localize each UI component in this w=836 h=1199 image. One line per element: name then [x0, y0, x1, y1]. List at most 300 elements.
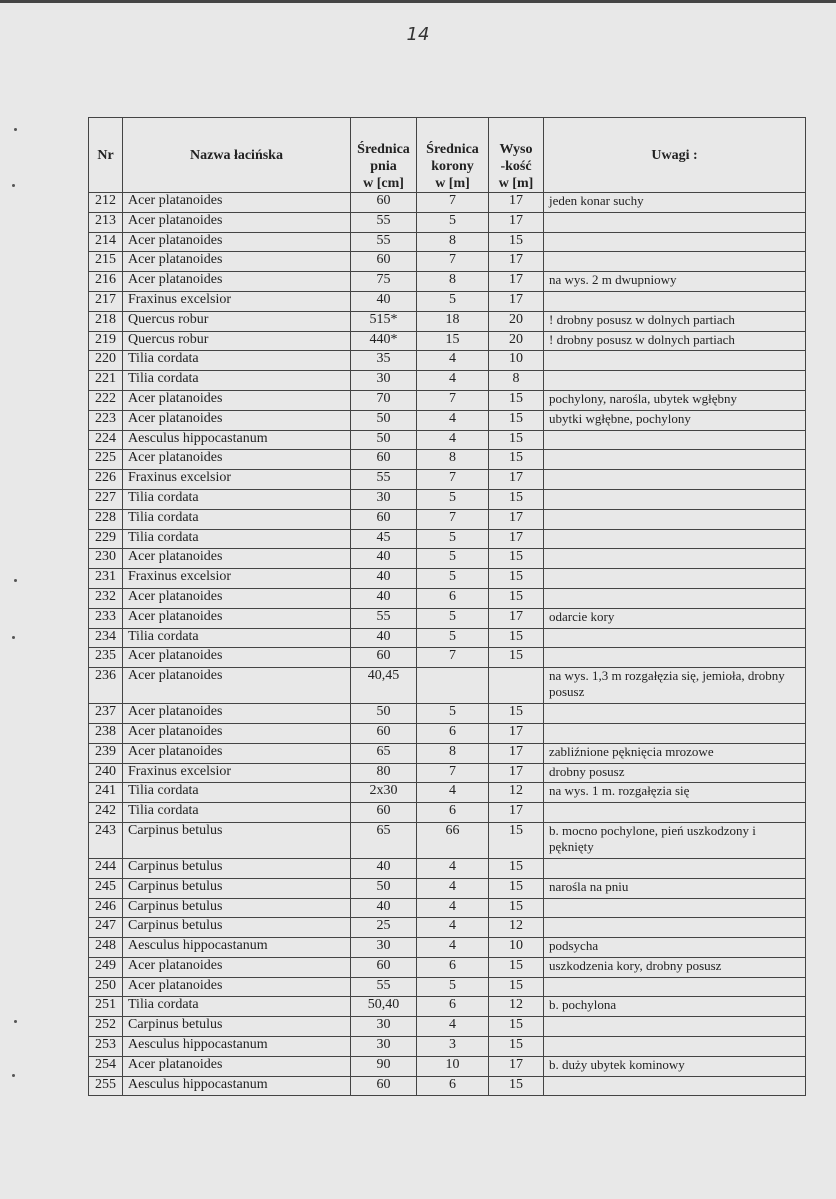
- row-height: 15: [489, 1037, 544, 1057]
- row-latin-name: Acer platanoides: [123, 743, 351, 763]
- table-row: [89, 608, 806, 628]
- row-notes: ubytki wgłębne, pochylony: [544, 410, 806, 430]
- row-crown-diameter: 8: [417, 272, 489, 292]
- row-nr: 229: [89, 529, 123, 549]
- row-notes: [544, 1076, 806, 1096]
- row-trunk-diameter: 60: [351, 648, 417, 668]
- table-row: [89, 569, 806, 589]
- row-nr: 251: [89, 997, 123, 1017]
- table-row: [89, 272, 806, 292]
- row-crown-diameter: 8: [417, 450, 489, 470]
- row-latin-name: Carpinus betulus: [123, 822, 351, 858]
- row-height: 17: [489, 763, 544, 783]
- row-nr: 247: [89, 918, 123, 938]
- row-crown-diameter: 7: [417, 509, 489, 529]
- row-trunk-diameter: 60: [351, 957, 417, 977]
- row-trunk-diameter: 55: [351, 470, 417, 490]
- row-trunk-diameter: 50: [351, 430, 417, 450]
- row-latin-name: Acer platanoides: [123, 232, 351, 252]
- row-nr: 250: [89, 977, 123, 997]
- row-notes: podsycha: [544, 938, 806, 958]
- row-crown-diameter: 7: [417, 648, 489, 668]
- row-trunk-diameter: 90: [351, 1056, 417, 1076]
- row-nr: 221: [89, 371, 123, 391]
- row-trunk-diameter: 75: [351, 272, 417, 292]
- row-notes: [544, 918, 806, 938]
- table-row: [89, 628, 806, 648]
- row-latin-name: Acer platanoides: [123, 450, 351, 470]
- row-nr: 217: [89, 291, 123, 311]
- row-latin-name: Carpinus betulus: [123, 918, 351, 938]
- table-row: [89, 470, 806, 490]
- row-notes: [544, 509, 806, 529]
- row-crown-diameter: 4: [417, 351, 489, 371]
- row-trunk-diameter: 60: [351, 450, 417, 470]
- row-trunk-diameter: 70: [351, 390, 417, 410]
- row-crown-diameter: 6: [417, 588, 489, 608]
- row-notes: [544, 1017, 806, 1037]
- row-crown-diameter: 8: [417, 743, 489, 763]
- row-notes: [544, 529, 806, 549]
- row-notes: odarcie kory: [544, 608, 806, 628]
- row-notes: [544, 371, 806, 391]
- table-row: [89, 212, 806, 232]
- row-trunk-diameter: 40: [351, 898, 417, 918]
- row-trunk-diameter: 60: [351, 723, 417, 743]
- row-crown-diameter: 7: [417, 390, 489, 410]
- row-notes: zabliźnione pęknięcia mrozowe: [544, 743, 806, 763]
- row-notes: pochylony, narośla, ubytek wgłębny: [544, 390, 806, 410]
- table-row: [89, 331, 806, 351]
- scan-dot: [14, 128, 17, 131]
- table-row: [89, 291, 806, 311]
- row-height: 17: [489, 509, 544, 529]
- row-notes: b. mocno pochylone, pień uszkodzony i pęknięty: [544, 822, 806, 858]
- row-trunk-diameter: 35: [351, 351, 417, 371]
- row-height: 8: [489, 371, 544, 391]
- row-trunk-diameter: 60: [351, 803, 417, 823]
- row-nr: 253: [89, 1037, 123, 1057]
- row-height: 15: [489, 410, 544, 430]
- row-crown-diameter: 7: [417, 193, 489, 213]
- row-notes: [544, 704, 806, 724]
- header-trunk-diameter: [351, 118, 417, 193]
- row-trunk-diameter: 440*: [351, 331, 417, 351]
- row-crown-diameter: 18: [417, 311, 489, 331]
- row-height: 15: [489, 957, 544, 977]
- row-height: 12: [489, 918, 544, 938]
- row-height: 12: [489, 783, 544, 803]
- table-row: [89, 1056, 806, 1076]
- row-notes: [544, 858, 806, 878]
- row-nr: 215: [89, 252, 123, 272]
- row-latin-name: Tilia cordata: [123, 997, 351, 1017]
- row-trunk-diameter: 60: [351, 193, 417, 213]
- row-notes: [544, 588, 806, 608]
- row-nr: 216: [89, 272, 123, 292]
- scan-dot: [14, 579, 17, 582]
- row-latin-name: Acer platanoides: [123, 390, 351, 410]
- row-crown-diameter: 4: [417, 783, 489, 803]
- row-trunk-diameter: 25: [351, 918, 417, 938]
- header-height-line: Wyso: [499, 142, 533, 157]
- row-notes: [544, 803, 806, 823]
- row-height: 10: [489, 938, 544, 958]
- row-crown-diameter: 6: [417, 723, 489, 743]
- row-height: 15: [489, 822, 544, 858]
- row-notes: [544, 212, 806, 232]
- row-trunk-diameter: 30: [351, 371, 417, 391]
- row-trunk-diameter: 50: [351, 704, 417, 724]
- row-latin-name: Aesculus hippocastanum: [123, 430, 351, 450]
- row-latin-name: Acer platanoides: [123, 957, 351, 977]
- table-row: [89, 410, 806, 430]
- row-height: 17: [489, 291, 544, 311]
- row-notes: na wys. 2 m dwupniowy: [544, 272, 806, 292]
- row-crown-diameter: 6: [417, 1076, 489, 1096]
- row-height: 10: [489, 351, 544, 371]
- row-latin-name: Acer platanoides: [123, 588, 351, 608]
- row-height: 15: [489, 390, 544, 410]
- table-row: [89, 588, 806, 608]
- row-nr: 233: [89, 608, 123, 628]
- row-nr: 218: [89, 311, 123, 331]
- row-nr: 242: [89, 803, 123, 823]
- table-row: [89, 648, 806, 668]
- row-latin-name: Tilia cordata: [123, 489, 351, 509]
- row-nr: 214: [89, 232, 123, 252]
- row-height: 17: [489, 272, 544, 292]
- row-crown-diameter: 7: [417, 763, 489, 783]
- row-notes: uszkodzenia kory, drobny posusz: [544, 957, 806, 977]
- row-height: 15: [489, 1076, 544, 1096]
- row-trunk-diameter: 80: [351, 763, 417, 783]
- row-height: 17: [489, 803, 544, 823]
- row-height: 15: [489, 628, 544, 648]
- row-trunk-diameter: 40: [351, 858, 417, 878]
- row-trunk-diameter: 60: [351, 1076, 417, 1096]
- header-nr: Nr: [89, 118, 123, 193]
- header-crown-line: Średnica: [426, 142, 479, 157]
- row-latin-name: Tilia cordata: [123, 529, 351, 549]
- row-trunk-diameter: 60: [351, 252, 417, 272]
- row-nr: 227: [89, 489, 123, 509]
- row-latin-name: Acer platanoides: [123, 977, 351, 997]
- row-height: 20: [489, 331, 544, 351]
- row-notes: jeden konar suchy: [544, 193, 806, 213]
- table-row: [89, 1037, 806, 1057]
- row-crown-diameter: 5: [417, 212, 489, 232]
- row-notes: [544, 351, 806, 371]
- row-notes: na wys. 1 m. rozgałęzia się: [544, 783, 806, 803]
- header-trunk-line: w [cm]: [363, 176, 404, 191]
- row-latin-name: Fraxinus excelsior: [123, 291, 351, 311]
- table-row: [89, 1076, 806, 1096]
- row-height: 15: [489, 704, 544, 724]
- row-height: 15: [489, 878, 544, 898]
- row-latin-name: Acer platanoides: [123, 668, 351, 704]
- header-latin-name: Nazwa łacińska: [123, 118, 351, 193]
- row-nr: 240: [89, 763, 123, 783]
- row-height: 15: [489, 232, 544, 252]
- row-height: 15: [489, 858, 544, 878]
- row-notes: drobny posusz: [544, 763, 806, 783]
- scan-dot: [12, 1074, 15, 1077]
- table-row: [89, 918, 806, 938]
- table-row: [89, 668, 806, 704]
- table-row: [89, 704, 806, 724]
- row-notes: [544, 648, 806, 668]
- row-latin-name: Tilia cordata: [123, 803, 351, 823]
- row-crown-diameter: [417, 668, 489, 704]
- table-row: [89, 489, 806, 509]
- row-trunk-diameter: 55: [351, 232, 417, 252]
- row-notes: narośla na pniu: [544, 878, 806, 898]
- row-latin-name: Acer platanoides: [123, 549, 351, 569]
- row-notes: [544, 1037, 806, 1057]
- header-height-line: w [m]: [498, 176, 534, 191]
- row-height: 15: [489, 898, 544, 918]
- row-trunk-diameter: 50: [351, 410, 417, 430]
- row-notes: [544, 291, 806, 311]
- row-nr: 241: [89, 783, 123, 803]
- row-height: 17: [489, 193, 544, 213]
- row-nr: 245: [89, 878, 123, 898]
- row-trunk-diameter: 2x30: [351, 783, 417, 803]
- row-latin-name: Acer platanoides: [123, 252, 351, 272]
- row-latin-name: Aesculus hippocastanum: [123, 938, 351, 958]
- row-trunk-diameter: 65: [351, 822, 417, 858]
- row-trunk-diameter: 40: [351, 569, 417, 589]
- row-crown-diameter: 5: [417, 489, 489, 509]
- row-crown-diameter: 5: [417, 569, 489, 589]
- row-height: 15: [489, 489, 544, 509]
- table-row: [89, 743, 806, 763]
- row-notes: [544, 977, 806, 997]
- table-row: [89, 1017, 806, 1037]
- table-row: [89, 390, 806, 410]
- row-crown-diameter: 5: [417, 628, 489, 648]
- row-trunk-diameter: 40,45: [351, 668, 417, 704]
- row-latin-name: Tilia cordata: [123, 371, 351, 391]
- row-height: 17: [489, 1056, 544, 1076]
- row-height: 15: [489, 549, 544, 569]
- table-row: [89, 529, 806, 549]
- row-nr: 234: [89, 628, 123, 648]
- row-crown-diameter: 4: [417, 858, 489, 878]
- row-latin-name: Fraxinus excelsior: [123, 470, 351, 490]
- row-nr: 236: [89, 668, 123, 704]
- row-nr: 225: [89, 450, 123, 470]
- row-height: 15: [489, 977, 544, 997]
- row-crown-diameter: 4: [417, 918, 489, 938]
- row-latin-name: Quercus robur: [123, 311, 351, 331]
- row-notes: [544, 430, 806, 450]
- table-row: [89, 938, 806, 958]
- row-crown-diameter: 10: [417, 1056, 489, 1076]
- row-trunk-diameter: 30: [351, 489, 417, 509]
- header-height: [489, 118, 544, 193]
- row-nr: 228: [89, 509, 123, 529]
- row-trunk-diameter: 50,40: [351, 997, 417, 1017]
- scan-dot: [14, 1020, 17, 1023]
- table-row: [89, 232, 806, 252]
- row-nr: 244: [89, 858, 123, 878]
- table-row: [89, 351, 806, 371]
- row-crown-diameter: 5: [417, 608, 489, 628]
- row-nr: 252: [89, 1017, 123, 1037]
- row-height: 17: [489, 529, 544, 549]
- table-row: [89, 803, 806, 823]
- row-latin-name: Tilia cordata: [123, 351, 351, 371]
- row-crown-diameter: 5: [417, 977, 489, 997]
- row-nr: 235: [89, 648, 123, 668]
- table-row: [89, 878, 806, 898]
- row-notes: [544, 489, 806, 509]
- row-notes: [544, 549, 806, 569]
- row-height: 17: [489, 470, 544, 490]
- row-nr: 237: [89, 704, 123, 724]
- row-nr: 248: [89, 938, 123, 958]
- scan-dot: [12, 636, 15, 639]
- row-trunk-diameter: 40: [351, 588, 417, 608]
- row-trunk-diameter: 55: [351, 212, 417, 232]
- row-height: 17: [489, 212, 544, 232]
- row-nr: 243: [89, 822, 123, 858]
- row-notes: [544, 450, 806, 470]
- row-nr: 249: [89, 957, 123, 977]
- row-notes: [544, 569, 806, 589]
- row-nr: 222: [89, 390, 123, 410]
- row-crown-diameter: 7: [417, 470, 489, 490]
- row-latin-name: Acer platanoides: [123, 648, 351, 668]
- header-trunk-line: Średnica: [357, 142, 410, 157]
- row-nr: 239: [89, 743, 123, 763]
- row-crown-diameter: 4: [417, 938, 489, 958]
- table-row: [89, 430, 806, 450]
- row-nr: 224: [89, 430, 123, 450]
- row-crown-diameter: 5: [417, 549, 489, 569]
- row-latin-name: Acer platanoides: [123, 272, 351, 292]
- row-latin-name: Carpinus betulus: [123, 1017, 351, 1037]
- row-crown-diameter: 15: [417, 331, 489, 351]
- row-crown-diameter: 6: [417, 957, 489, 977]
- row-crown-diameter: 8: [417, 232, 489, 252]
- row-trunk-diameter: 50: [351, 878, 417, 898]
- row-crown-diameter: 7: [417, 252, 489, 272]
- row-latin-name: Aesculus hippocastanum: [123, 1037, 351, 1057]
- row-height: 17: [489, 252, 544, 272]
- row-nr: 255: [89, 1076, 123, 1096]
- row-crown-diameter: 6: [417, 803, 489, 823]
- table-row: [89, 193, 806, 213]
- row-nr: 226: [89, 470, 123, 490]
- row-notes: ! drobny posusz w dolnych partiach: [544, 331, 806, 351]
- row-height: 15: [489, 588, 544, 608]
- table-row: [89, 549, 806, 569]
- row-height: 15: [489, 1017, 544, 1037]
- tree-inventory-table: [88, 117, 806, 1096]
- table-row: [89, 311, 806, 331]
- row-trunk-diameter: 40: [351, 291, 417, 311]
- row-trunk-diameter: 40: [351, 549, 417, 569]
- table-row: [89, 723, 806, 743]
- row-latin-name: Aesculus hippocastanum: [123, 1076, 351, 1096]
- row-nr: 223: [89, 410, 123, 430]
- row-notes: na wys. 1,3 m rozgałęzia się, jemioła, drobny posusz: [544, 668, 806, 704]
- table-row: [89, 898, 806, 918]
- row-nr: 212: [89, 193, 123, 213]
- row-latin-name: Acer platanoides: [123, 1056, 351, 1076]
- page-top-border: [0, 0, 836, 3]
- row-nr: 232: [89, 588, 123, 608]
- table-row: [89, 450, 806, 470]
- row-crown-diameter: 4: [417, 1017, 489, 1037]
- row-height: [489, 668, 544, 704]
- table-row: [89, 371, 806, 391]
- row-height: 20: [489, 311, 544, 331]
- row-latin-name: Tilia cordata: [123, 783, 351, 803]
- row-trunk-diameter: 30: [351, 938, 417, 958]
- row-crown-diameter: 66: [417, 822, 489, 858]
- row-crown-diameter: 4: [417, 371, 489, 391]
- table-header-row: [89, 118, 806, 193]
- row-trunk-diameter: 40: [351, 628, 417, 648]
- row-crown-diameter: 4: [417, 878, 489, 898]
- row-latin-name: Acer platanoides: [123, 704, 351, 724]
- table-row: [89, 997, 806, 1017]
- row-crown-diameter: 5: [417, 704, 489, 724]
- row-notes: [544, 723, 806, 743]
- row-latin-name: Carpinus betulus: [123, 858, 351, 878]
- row-latin-name: Acer platanoides: [123, 608, 351, 628]
- row-nr: 219: [89, 331, 123, 351]
- row-crown-diameter: 3: [417, 1037, 489, 1057]
- row-trunk-diameter: 55: [351, 608, 417, 628]
- table-row: [89, 977, 806, 997]
- row-notes: ! drobny posusz w dolnych partiach: [544, 311, 806, 331]
- header-trunk-line: pnia: [370, 159, 397, 174]
- row-latin-name: Acer platanoides: [123, 212, 351, 232]
- row-notes: [544, 898, 806, 918]
- scan-dot: [12, 184, 15, 187]
- row-latin-name: Acer platanoides: [123, 723, 351, 743]
- row-trunk-diameter: 65: [351, 743, 417, 763]
- header-crown-diameter: [417, 118, 489, 193]
- row-latin-name: Acer platanoides: [123, 193, 351, 213]
- row-latin-name: Acer platanoides: [123, 410, 351, 430]
- row-crown-diameter: 6: [417, 997, 489, 1017]
- row-trunk-diameter: 30: [351, 1017, 417, 1037]
- table-row: [89, 509, 806, 529]
- table-row: [89, 957, 806, 977]
- row-crown-diameter: 5: [417, 529, 489, 549]
- row-trunk-diameter: 30: [351, 1037, 417, 1057]
- header-crown-line: korony: [431, 159, 474, 174]
- table-row: [89, 858, 806, 878]
- row-notes: [544, 252, 806, 272]
- row-latin-name: Tilia cordata: [123, 509, 351, 529]
- row-latin-name: Carpinus betulus: [123, 878, 351, 898]
- row-notes: [544, 470, 806, 490]
- row-trunk-diameter: 515*: [351, 311, 417, 331]
- page-number: 14: [406, 24, 430, 45]
- row-height: 17: [489, 723, 544, 743]
- row-latin-name: Tilia cordata: [123, 628, 351, 648]
- table-row: [89, 822, 806, 858]
- row-nr: 238: [89, 723, 123, 743]
- row-nr: 230: [89, 549, 123, 569]
